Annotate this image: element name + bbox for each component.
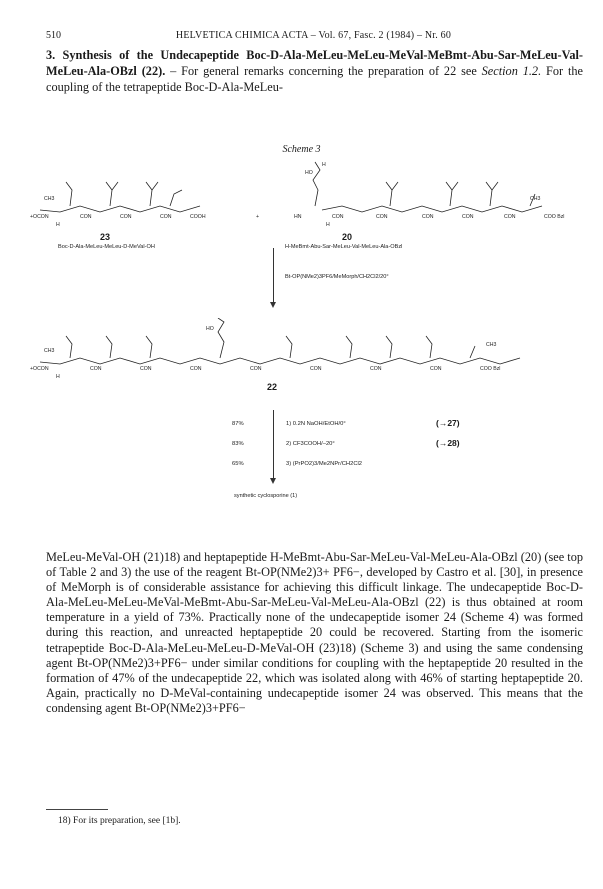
side-chains-left bbox=[66, 182, 72, 206]
step-2-conditions: 2) CF3COOH/–20° bbox=[286, 441, 335, 447]
svg-text:CON: CON bbox=[190, 366, 202, 372]
svg-text:H: H bbox=[56, 374, 60, 380]
svg-text:CON: CON bbox=[140, 366, 152, 372]
step-1-conditions: 1) 0.2N NaOH/EtOH/0° bbox=[286, 421, 346, 427]
journal-running-title: HELVETICA CHIMICA ACTA – Vol. 67, Fasc. 2 (1984) – Nr. 60 bbox=[175, 30, 452, 41]
svg-text:CH3: CH3 bbox=[530, 196, 541, 202]
svg-text:HO: HO bbox=[305, 170, 313, 176]
backbone-left bbox=[40, 206, 200, 212]
section-text-b: For the coupling of the tetrapeptide Boc-D-Ala-MeLeu- bbox=[46, 64, 584, 95]
svg-text:H: H bbox=[326, 222, 330, 228]
svg-text:COO Bzl: COO Bzl bbox=[544, 214, 565, 220]
step-2-target: (→28) bbox=[436, 438, 460, 448]
svg-text:+OCON: +OCON bbox=[30, 366, 49, 372]
section-reference: Section 1.2. bbox=[481, 64, 542, 79]
backbone-right bbox=[322, 206, 542, 212]
step-3-yield: 65% bbox=[232, 461, 244, 467]
svg-text:CON: CON bbox=[250, 366, 262, 372]
caption-20: H-MeBmt-Abu-Sar-MeLeu-Val-MeLeu-Ala-OBzl bbox=[285, 244, 403, 250]
svg-text:CON: CON bbox=[462, 214, 474, 220]
svg-text:HN: HN bbox=[294, 214, 302, 220]
step-2-yield: 83% bbox=[232, 441, 244, 447]
product-structure-22 bbox=[30, 318, 590, 380]
step-1-target: (→27) bbox=[436, 418, 460, 428]
section-heading: 3. Synthesis of the Undecapeptide Boc-D-Ala-MeLeu-MeLeu-MeVal-MeBmt-Abu-Sar-MeLeu-Val-MeLeu-Ala-OBzl (22). bbox=[46, 48, 583, 79]
svg-text:COO Bzl: COO Bzl bbox=[480, 366, 501, 372]
svg-text:CON: CON bbox=[160, 214, 172, 220]
scheme-title: Scheme 3 bbox=[282, 144, 321, 155]
compound-number-22: 22 bbox=[267, 382, 278, 392]
svg-text:CON: CON bbox=[80, 214, 92, 220]
compound-number-20: 20 bbox=[342, 232, 353, 242]
svg-text:CON: CON bbox=[90, 366, 102, 372]
label-ch3: CH3 bbox=[44, 196, 55, 202]
body-paragraph: MeLeu-MeVal-OH (21)18) and heptapeptide H-MeBmt-Abu-Sar-MeLeu-Val-MeLeu-Ala-OBzl (20) (see top of Table 2 and 3) the use of the reagent Bt-OP(NMe2)3+ PF6−, developed by Castro et al. [30], in presence of MeMorph is of considerable assistance for achieving this difficult linkage. The undecapeptide Boc-D-Ala-MeLeu-MeLeu-MeVal-MeBmt-Abu-Sar-MeLeu-Val-MeLeu-Ala-OBzl (22) is thus obtained at room temperature in a yield of 73%. Practically none of the undecapeptide isomer 24 (Scheme 4) was formed during this reaction, and unreacted heptapeptide 20 could be recovered. Starting from the isomeric tetrapeptide Boc-D-Ala-MeLeu-MeLeu-D-MeVal-OH (23)18) (Scheme 3) and using the same condensing agent Bt-OP(NMe2)3+PF6− under similar conditions for coupling with the heptapeptide 20 resulted in the formation of 47% of the undecapeptide 22, which was isolated along with 46% of starting heptapeptide 20. Again, practically no D-MeVal-containing undecapeptide isomer 24 was observed. This means that the condensing agent Bt-OP(NMe2)3+PF6− bbox=[46, 550, 583, 715]
section-heading-paragraph bbox=[46, 47, 583, 96]
section-text-a: – For general remarks concerning the preparation of 22 see bbox=[165, 64, 482, 79]
caption-23: Boc-D-Ala-MeLeu-MeLeu-D-MeVal-OH bbox=[58, 244, 155, 250]
svg-text:CON: CON bbox=[376, 214, 388, 220]
compound-number-23: 23 bbox=[100, 232, 111, 242]
svg-text:CON: CON bbox=[370, 366, 382, 372]
step-3-conditions: 3) (PrPO2)3/Me2NPr/CH2Cl2 bbox=[286, 461, 363, 467]
svg-text:COOH: COOH bbox=[190, 214, 206, 220]
svg-text:CON: CON bbox=[120, 214, 132, 220]
footnote-divider bbox=[46, 809, 108, 810]
reaction-arrow-1 bbox=[273, 248, 274, 304]
svg-text:CON: CON bbox=[422, 214, 434, 220]
svg-text:+OCON: +OCON bbox=[30, 214, 49, 220]
reactant-structures bbox=[30, 160, 590, 230]
svg-text:CON: CON bbox=[504, 214, 516, 220]
svg-text:+: + bbox=[256, 214, 260, 220]
svg-text:CH3: CH3 bbox=[486, 342, 497, 348]
coupling-reagent: Bt-OP(NMe2)3PF6/MeMorph/CH2Cl2/20° bbox=[285, 274, 389, 280]
svg-text:HO: HO bbox=[206, 326, 214, 332]
svg-text:CON: CON bbox=[430, 366, 442, 372]
final-product-label: synthetic cyclosporine (1) bbox=[234, 493, 298, 499]
page-number: 510 bbox=[46, 30, 61, 41]
svg-text:CON: CON bbox=[332, 214, 344, 220]
svg-text:H: H bbox=[322, 162, 326, 168]
reaction-arrow-2 bbox=[273, 410, 274, 480]
mebmt-chain bbox=[313, 162, 320, 206]
footnote: 18) For its preparation, see [1b]. bbox=[58, 816, 181, 826]
svg-text:H: H bbox=[56, 222, 60, 228]
svg-text:CH3: CH3 bbox=[44, 348, 55, 354]
svg-text:CON: CON bbox=[310, 366, 322, 372]
step-1-yield: 87% bbox=[232, 421, 244, 427]
